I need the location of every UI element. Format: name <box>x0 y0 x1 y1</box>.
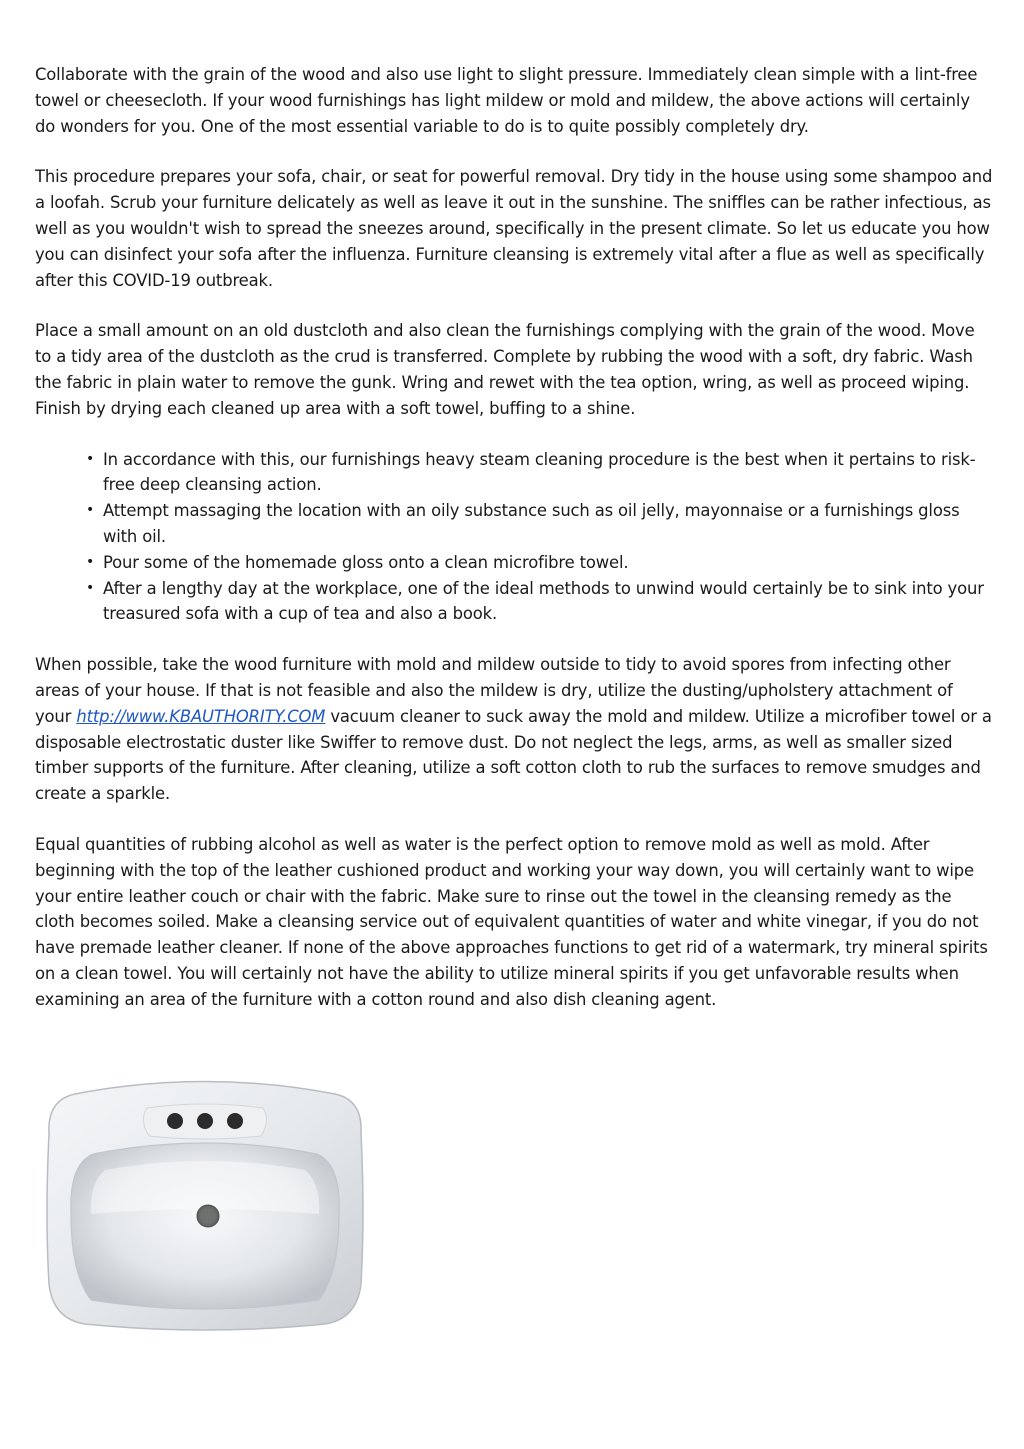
paragraph-4-text-before: When possible, take the wood furniture with mold and mildew outside to tidy to avoid spores from infecting other areas of your house. If that is not feasible and also the mildew is dry, utilize the dusting/upholstery attachment of your <box>35 655 953 726</box>
sink-illustration <box>35 1074 375 1334</box>
faucet-hole-icon <box>227 1113 243 1129</box>
article-body <box>35 62 993 1038</box>
faucet-hole-icon <box>167 1113 183 1129</box>
list-item: • In accordance with this, our furnishings heavy steam cleaning procedure is the best when it pertains to risk-free deep cleansing action. <box>103 447 993 499</box>
list-item: • Attempt massaging the location with an oily substance such as oil jelly, mayonnaise or a furnishings gloss with oil. <box>103 498 993 550</box>
bullet-list <box>35 447 993 628</box>
faucet-hole-icon <box>197 1113 213 1129</box>
sink-image <box>35 1074 375 1334</box>
paragraph-5: Equal quantities of rubbing alcohol as well as water is the perfect option to remove mold as well as mold. After beginning with the top of the leather cushioned product and working your way down, you will certainly want to wipe your entire leather couch or chair with the fabric. Make sure to rinse out the towel in the cleansing remedy as the cloth becomes soiled. Make a cleansing service out of equivalent quantities of water and white vinegar, if you do not have premade leather cleaner. If none of the above approaches functions to get rid of a watermark, try mineral spirits on a clean towel. You will certainly not have the ability to utilize mineral spirits if you get unfavorable results when examining an area of the furniture with a cotton round and also dish cleaning agent. <box>35 834 988 1009</box>
list-item: • Pour some of the homemade gloss onto a clean microfibre towel. <box>103 550 993 576</box>
paragraph-4-text-after: vacuum cleaner to suck away the mold and mildew. Utilize a microfiber towel or a disposable electrostatic duster like Swiffer to remove dust. Do not neglect the legs, arms, as well as smaller sized timber supports of the furniture. After cleaning, utilize a soft cotton cloth to rub the surfaces to remove smudges and create a sparkle. <box>35 706 992 804</box>
list-item: • After a lengthy day at the workplace, one of the ideal methods to unwind would certainly be to sink into your treasured sofa with a cup of tea and also a book. <box>103 576 993 628</box>
paragraph-1: Collaborate with the grain of the wood and also use light to slight pressure. Immediately clean simple with a lint-free towel or cheesecloth. If your wood furnishings has light mildew or mold and mildew, the above actions will certainly do wonders for you. One of the most essential variable to do is to quite possibly completely dry. <box>35 65 978 136</box>
paragraph-4 <box>35 652 993 807</box>
kbauthority-link[interactable]: http://www.KBAUTHORITY.COM <box>76 706 326 726</box>
paragraph-3: Place a small amount on an old dustcloth and also clean the furnishings complying with the grain of the wood. Move to a tidy area of the dustcloth as the crud is transferred. Complete by rubbing the wood with a soft, dry fabric. Wash the fabric in plain water to remove the gunk. Wring and rewet with the tea option, wring, as well as proceed wiping. Finish by drying each cleaned up area with a soft towel, buffing to a shine. <box>35 321 975 418</box>
paragraph-2: This procedure prepares your sofa, chair, or seat for powerful removal. Dry tidy in the house using some shampoo and a loofah. Scrub your furniture delicately as well as leave it out in the sunshine. The sniffles can be rather infectious, as well as you wouldn't wish to spread the sneezes around, specifically in the present climate. So let us educate you how you can disinfect your sofa after the influenza. Furniture cleansing is extremely vital after a flue as well as specifically after this COVID-19 outbreak. <box>35 167 993 290</box>
